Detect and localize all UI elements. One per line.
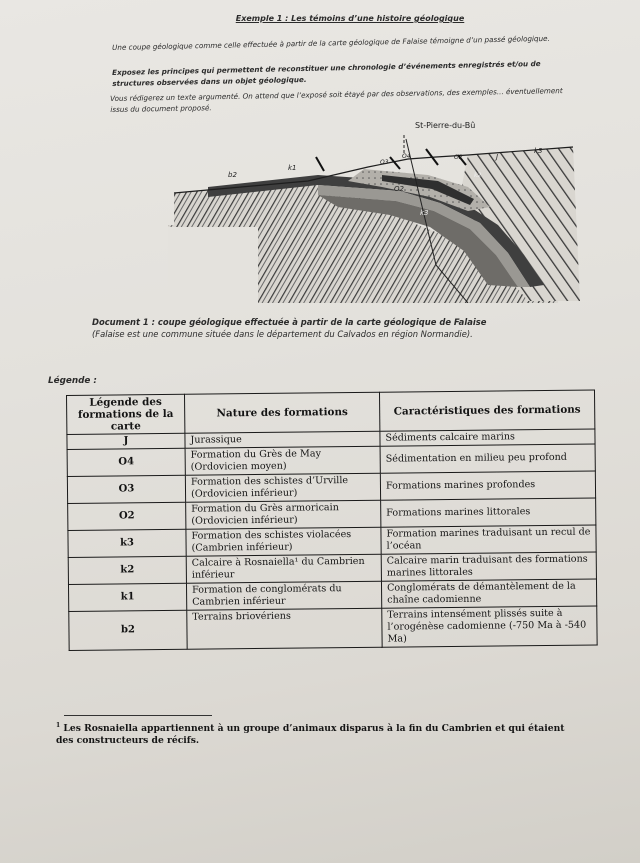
legend-cell-nature: Formation de conglomérats du Cambrien inférieur [186, 581, 381, 610]
place-label: St-Pierre-du-Bû [415, 121, 476, 130]
figure-label: k2 [474, 172, 482, 179]
legend-cell-nature: Formation du Grès de May (Ordovicien moyen) [185, 446, 380, 475]
legend-cell-features: Formations marines littorales [381, 498, 596, 527]
footnote-text: Les Rosnaiella appartiennent à un groupe d’animaux disparus à la fin du Cambrien et qui étaient des constructeurs de récifs. [56, 723, 565, 747]
legend-cell-code: O4 [67, 448, 185, 476]
legend-cell-features: Formation marines traduisant un recul de l’océan [381, 525, 596, 554]
figure-label: O2 [454, 154, 463, 161]
legend-cell-code: k3 [68, 529, 186, 557]
instruction-detail: Vous rédigerez un texte argumenté. On attend que l’exposé soit étayé par des observations, des exemples... éventuellement issus du document proposé. [110, 86, 563, 114]
figure-label: O3 [380, 159, 389, 166]
legend-cell-code: k2 [68, 556, 186, 584]
legend-cell-nature: Jurassique [185, 431, 380, 448]
column-header: Nature des formations [184, 392, 379, 433]
footnote-marker: 1 [56, 722, 61, 729]
legend-cell-features: Conglomérats de démantèlement de la chaîne cadomienne [381, 579, 596, 608]
legend-cell-nature: Calcaire à Rosnaiella¹ du Cambrien inférieur [186, 554, 381, 583]
legend-cell-nature: Formation des schistes d’Urville (Ordovicien inférieur) [185, 473, 380, 502]
legend-cell-code: b2 [69, 610, 187, 650]
figure-label: b2 [228, 171, 237, 179]
table-row [69, 606, 597, 651]
legend-cell-features: Sédimentation en milieu peu profond [380, 444, 595, 473]
legend-cell-features: Calcaire marin traduisant des formations marines littorales [381, 552, 596, 581]
legend-heading: Légende : [48, 376, 97, 386]
footnote [56, 720, 576, 747]
legend-table [66, 389, 598, 651]
intro-text: Une coupe géologique comme celle effectuée à partir de la carte géologique de Falaise témoigne d’un passé géologique. [112, 33, 550, 52]
legend-cell-code: J [67, 433, 185, 449]
legend-cell-features: Sédiments calcaire marins [380, 429, 595, 446]
legend-cell-code: O3 [67, 475, 185, 503]
legend-cell-features: Terrains intensément plissés suite à l’orogénèse cadomienne (-750 Ma à -540 Ma) [382, 606, 597, 647]
figure-label: O4 [402, 153, 411, 160]
figure-caption: Document 1 : coupe géologique effectuée à partir de la carte géologique de Falaise [92, 317, 487, 327]
table-header-row [67, 390, 595, 435]
dip-mark [316, 157, 324, 171]
legend-cell-features: Formations marines profondes [380, 471, 595, 500]
legend-cell-nature: Terrains briovériens [187, 608, 382, 649]
legend-cell-code: k1 [68, 583, 186, 611]
legend-cell-nature: Formation des schistes violacées (Cambrien inférieur) [186, 527, 381, 556]
figure-subcaption: (Falaise est une commune située dans le département du Calvados en région Normandie). [92, 329, 473, 339]
figure-label: k1 [288, 164, 297, 172]
footnote-divider [64, 715, 212, 716]
column-header: Caractéristiques des formations [379, 390, 594, 431]
dip-mark [390, 157, 400, 169]
geological-cross-section [168, 115, 586, 303]
exercise-title: Exemple 1 : Les témoins d’une histoire géologique [235, 14, 465, 23]
column-header: Légende des formations de la carte [67, 394, 185, 434]
figure-label: J [496, 153, 499, 161]
legend-cell-code: O2 [68, 502, 186, 530]
legend-cell-nature: Formation du Grès armoricain (Ordovicien inférieur) [186, 500, 381, 529]
figure-label: O2 [394, 185, 404, 193]
figure-label: k3 [534, 147, 543, 155]
figure-label: k3 [420, 209, 429, 217]
instruction-text: Exposez les principes qui permettent de reconstituer une chronologie d’événements enregistrés et/ou de structures observées dans un objet géologique. [112, 59, 541, 88]
